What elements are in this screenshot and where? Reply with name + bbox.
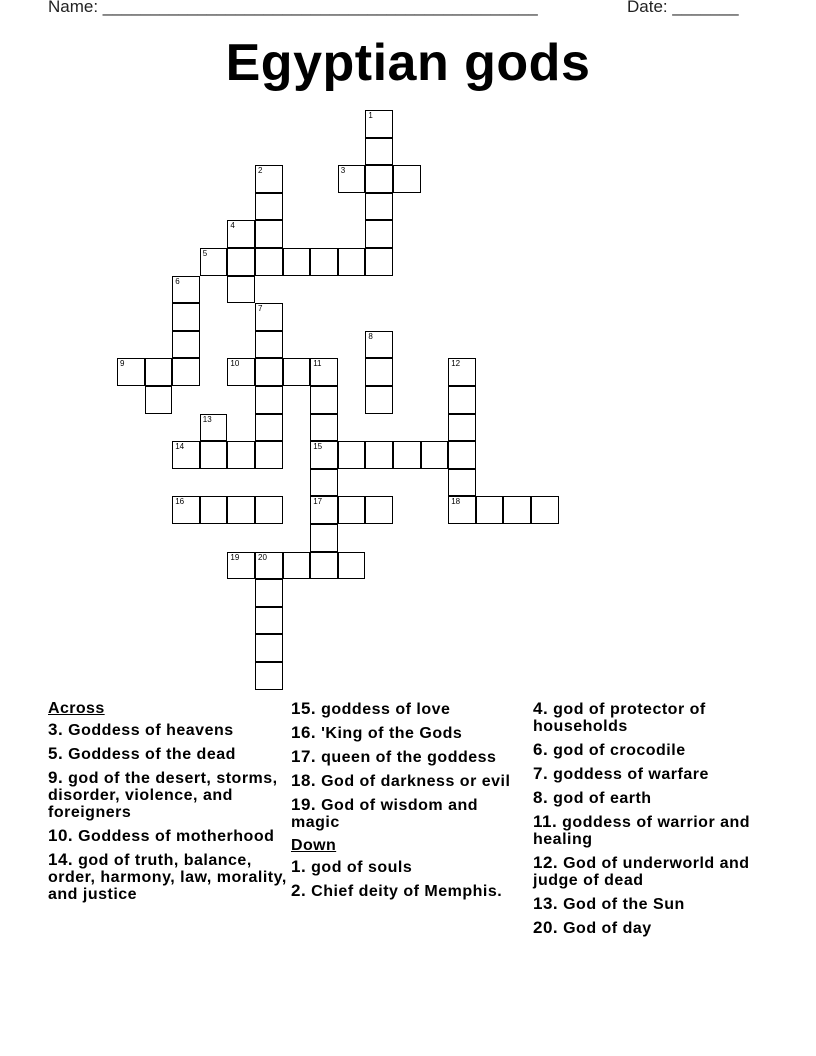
cell-number: 15 [313,442,323,452]
grid-cell[interactable] [448,358,476,386]
cell-number: 17 [313,497,323,507]
clue-number: 1. [291,857,307,876]
grid-cell[interactable] [393,165,421,193]
cell-number: 18 [451,497,461,507]
grid-cell[interactable] [172,303,200,331]
grid-cell[interactable] [255,414,283,442]
clue-number: 14. [48,850,74,869]
across-clue [291,796,531,831]
grid-cell[interactable] [145,386,173,414]
clue-number: 17. [291,747,317,766]
grid-cell[interactable] [200,441,228,469]
clue-number: 12. [533,853,559,872]
cell-number: 14 [175,442,185,452]
across-clue [291,724,531,742]
clue-number: 18. [291,771,317,790]
cell-number: 6 [175,276,180,286]
cell-number: 19 [230,552,240,562]
grid-cell[interactable] [172,496,200,524]
grid-cell[interactable] [421,441,449,469]
grid-cell[interactable] [227,496,255,524]
grid-cell[interactable] [393,441,421,469]
down-clue [291,858,531,876]
grid-cell[interactable] [310,496,338,524]
down-clue [533,741,773,759]
grid-cell[interactable] [448,414,476,442]
grid-cell[interactable] [255,220,283,248]
clue-number: 6. [533,740,549,759]
clue-number: 3. [48,720,64,739]
grid-cell[interactable] [365,110,393,138]
cell-number: 11 [313,359,322,369]
clue-number: 9. [48,768,64,787]
grid-cell[interactable] [255,248,283,276]
grid-cell[interactable] [227,276,255,304]
cell-number: 8 [368,331,373,341]
grid-cell[interactable] [255,552,283,580]
down-clue [533,919,773,937]
down-clue [533,789,773,807]
cell-number: 4 [230,221,235,231]
grid-cell[interactable] [255,441,283,469]
grid-cell[interactable] [365,165,393,193]
grid-cell[interactable] [200,248,228,276]
clue-text: god of crocodile [553,742,686,759]
grid-cell[interactable] [448,469,476,497]
grid-cell[interactable] [255,303,283,331]
clue-text: queen of the goddess [321,749,497,766]
down-clue [291,882,531,900]
grid-cell[interactable] [172,276,200,304]
clue-number: 7. [533,764,549,783]
grid-cell[interactable] [310,386,338,414]
across-clue [48,745,288,763]
grid-cell[interactable] [145,358,173,386]
grid-cell[interactable] [255,579,283,607]
clue-text: goddess of warfare [553,766,709,783]
clue-text: Goddess of motherhood [78,828,275,845]
clue-number: 10. [48,826,74,845]
grid-cell[interactable] [255,607,283,635]
grid-cell[interactable] [255,358,283,386]
cell-number: 13 [202,414,212,424]
clue-text: God of wisdom and magic [291,797,479,831]
grid-cell[interactable] [310,469,338,497]
down-clue [533,813,773,848]
down-clue [533,700,773,735]
cell-number: 16 [175,497,185,507]
across-clue [291,748,531,766]
grid-cell[interactable] [172,441,200,469]
grid-cell[interactable] [338,165,366,193]
across-heading: Across [48,700,105,717]
cell-number: 10 [230,359,240,369]
grid-cell[interactable] [200,414,228,442]
grid-cell[interactable] [365,138,393,166]
cell-number: 9 [120,359,125,369]
grid-cell[interactable] [365,248,393,276]
clue-text: Chief deity of Memphis. [311,883,503,900]
grid-cell[interactable] [365,220,393,248]
grid-cell[interactable] [338,496,366,524]
grid-cell[interactable] [172,358,200,386]
clue-number: 2. [291,881,307,900]
cell-number: 20 [258,552,267,562]
clue-number: 16. [291,723,317,742]
puzzle-title: Egyptian gods [225,34,591,92]
clue-text: god of earth [553,790,652,807]
across-clue [48,769,288,821]
clue-text: god of souls [311,859,413,876]
clue-column-2 [291,700,531,906]
clue-number: 13. [533,894,559,913]
clue-text: goddess of warrior and healing [533,814,751,848]
grid-cell[interactable] [365,441,393,469]
cell-number: 7 [258,304,263,314]
clue-number: 11. [533,812,558,831]
grid-cell[interactable] [338,552,366,580]
clue-text: Goddess of heavens [68,722,234,739]
grid-cell[interactable] [255,662,283,690]
clue-number: 20. [533,918,559,937]
grid-cell[interactable] [227,220,255,248]
grid-cell[interactable] [310,248,338,276]
grid-cell[interactable] [365,386,393,414]
grid-cell[interactable] [227,441,255,469]
clue-text: God of the Sun [563,896,685,913]
cell-number: 5 [202,249,208,258]
clue-column-1 [48,700,288,909]
grid-cell[interactable] [227,358,255,386]
grid-cell[interactable] [503,496,531,524]
grid-cell[interactable] [476,496,504,524]
grid-cell[interactable] [255,165,283,193]
grid-cell[interactable] [117,358,145,386]
grid-cell[interactable] [531,496,559,524]
name-field-line: Name: ______________________________________________ [48,0,538,16]
cell-number: 3 [340,166,346,176]
down-heading: Down [291,837,337,854]
across-clue [48,851,288,903]
cell-number: 12 [451,359,461,369]
grid-cell[interactable] [283,248,311,276]
grid-cell[interactable] [255,496,283,524]
grid-cell[interactable] [227,248,255,276]
grid-cell[interactable] [255,386,283,414]
across-clue [291,700,531,718]
grid-cell[interactable] [227,552,255,580]
cell-number: 2 [258,166,263,176]
down-clue [533,765,773,783]
clue-number: 19. [291,795,317,814]
clue-number: 5. [48,744,64,763]
cell-number: 1 [368,111,373,120]
across-clue [48,721,288,739]
grid-cell[interactable] [255,331,283,359]
date-field-line: Date: _______ [627,0,739,16]
down-clue [533,895,773,913]
clue-number: 8. [533,788,549,807]
grid-cell[interactable] [283,358,311,386]
grid-cell[interactable] [448,441,476,469]
across-clue [48,827,288,845]
across-clue [291,772,531,790]
clue-text: God of darkness or evil [321,773,511,790]
grid-cell[interactable] [255,634,283,662]
grid-cell[interactable] [310,358,338,386]
grid-cell[interactable] [365,193,393,221]
clue-text: Goddess of the dead [68,746,236,763]
clue-text: God of day [563,920,652,937]
down-clue [533,854,773,889]
grid-cell[interactable] [365,496,393,524]
clue-text: God of underworld and judge of dead [533,855,750,889]
grid-cell[interactable] [338,248,366,276]
grid-cell[interactable] [338,441,366,469]
grid-cell[interactable] [448,496,476,524]
grid-cell[interactable] [310,441,338,469]
grid-cell[interactable] [310,414,338,442]
grid-cell[interactable] [283,552,311,580]
clue-number: 4. [533,699,549,718]
clue-text: god of the desert, storms, disorder, violence, and foreigners [48,770,278,821]
clue-column-3 [533,700,773,943]
grid-cell[interactable] [172,331,200,359]
grid-cell[interactable] [200,496,228,524]
clue-text: goddess of love [321,701,451,718]
grid-cell[interactable] [255,193,283,221]
grid-cell[interactable] [365,358,393,386]
clue-text: 'King of the Gods [321,725,463,742]
clue-text: god of truth, balance, order, harmony, law, morality, and justice [48,852,287,903]
clue-text: god of protector of households [533,701,706,735]
grid-cell[interactable] [448,386,476,414]
grid-cell[interactable] [310,524,338,552]
clue-number: 15. [291,699,317,718]
grid-cell[interactable] [365,331,393,359]
grid-cell[interactable] [310,552,338,580]
